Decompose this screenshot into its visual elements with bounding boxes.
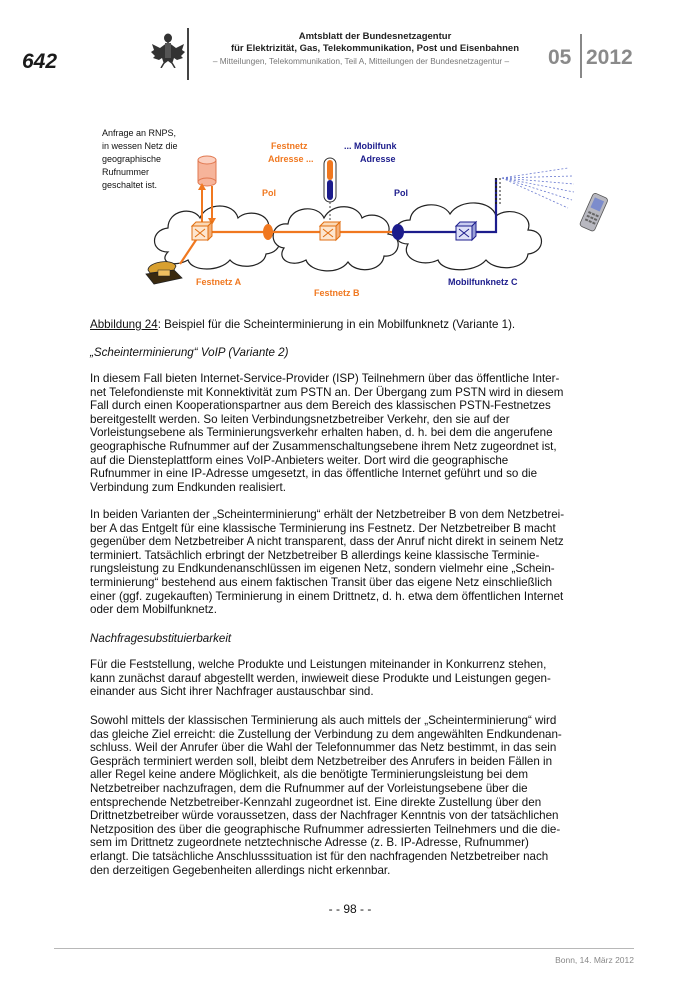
caption-text: : Beispiel für die Scheinterminierung in ein Mobilfunknetz (Variante 1). xyxy=(157,318,516,331)
page-number: 642 xyxy=(22,50,58,73)
rnps-note: Anfrage an RNPS, in wessen Netz die geographische Rufnummer geschaltet ist. xyxy=(102,128,178,190)
rnps-database-icon xyxy=(198,156,216,186)
page-marker: - - 98 - - xyxy=(328,902,372,916)
cloud-festnetz-a xyxy=(155,206,280,269)
text-line: entsprechende Netzbetreiber-Kennzahl zugeordnet ist. Eine direkte Zustellung über den xyxy=(90,795,542,809)
text-line: Rufnummer in eine IP-Adresse umgesetzt, in das öffentliche Internet geführt und so die xyxy=(90,467,538,481)
header-divider xyxy=(187,28,189,80)
text-line: bereitgestellt werden. So leiten Verbindungsnetzbetreiber Verkehr, den sie auf der xyxy=(90,412,510,426)
text-line: Netzposition des über die geographische Rufnummer adressierten Teilnehmers und die die- xyxy=(90,822,561,836)
mobile-phone-icon xyxy=(579,192,608,231)
scheinterminierung-diagram xyxy=(88,122,648,312)
text-line: ber A das Entgelt für eine klassische Terminierung ins Festnetz. Der Netzbetreiber B macht xyxy=(90,521,556,535)
text-line: einander aus Sicht ihrer Nachfrager austauschbar sind. xyxy=(90,685,374,699)
issue-divider xyxy=(580,34,582,78)
header-title-line1: Amtsblatt der Bundesnetzagentur xyxy=(298,31,452,42)
text-line: net Telefondienste mit Konnektivität zum PSTN an. Der Übergang zum PSTN wird in diesem xyxy=(90,385,564,399)
text-line: rungsleistung zu Endkundenanschlüssen im eigenen Netz, sondern vielmehr eine „Schein- xyxy=(90,562,555,576)
label-pol-right: Pol xyxy=(394,188,409,198)
header-title xyxy=(205,31,545,55)
issue-year: 2012 xyxy=(586,46,633,69)
text-line: schluss. Weil der Anrufer über die Wahl der Telefonnummer das Netz bestimmt, in das sein xyxy=(90,741,557,755)
switch-c-icon xyxy=(456,222,476,240)
switch-b-icon xyxy=(320,222,340,240)
text-line: erlangt. Die tatsächliche Anschlusssituation ist für den nachfragenden Netzbetreiber nach xyxy=(90,849,549,863)
text-line: Drittnetzbetreiber würde voraussetzen, dass der Nachfrager Kenntnis von der tatsächlichen xyxy=(90,809,559,823)
pol-marker-left xyxy=(263,224,273,240)
paragraph-4 xyxy=(90,714,578,877)
text-line: terminiert. Tatsächlich erbringt der Netzbetreiber B allerdings keine klassische Terminie- xyxy=(90,548,540,562)
text-line: Netzbetreiber nachzufragen, dem die Rufnummer auf der Vorleistungsebene über die xyxy=(90,781,528,795)
footer-divider xyxy=(54,948,634,949)
desk-phone-icon xyxy=(146,262,182,284)
switch-a-icon xyxy=(192,222,212,240)
text-line: Vorleistungsebene als Terminierungsverkehr erhalten haben, d. h. bei dem die angerufene xyxy=(90,426,553,440)
text-line: In beiden Varianten der „Scheinterminierung“ erhält der Netzbetreiber B von dem Netzbetrei- xyxy=(90,508,565,521)
header-subtitle: – Mitteilungen, Telekommunikation, Teil A, Mitteilungen der Bundesnetzagentur – xyxy=(212,56,510,66)
text-line: oder dem Mobilfunknetz. xyxy=(90,603,217,617)
label-festnetz-a: Festnetz A xyxy=(196,277,242,287)
text-line: sem im Drittnetz zugeordnete netztechnische Adresse (z. B. IP-Adresse, Rufnummer) xyxy=(90,836,529,850)
text-line: Verbindung zum Endkunden realisiert. xyxy=(90,480,286,494)
paragraph-1 xyxy=(90,372,578,494)
text-line: In diesem Fall bieten Internet-Service-Provider (ISP) Teilnehmern über das öffentliche Inter- xyxy=(90,372,560,385)
text-line: auf die Diensteplattform eines VoIP-Anbieters weiter. Dort wird die geographische xyxy=(90,453,509,467)
label-festnetz-adresse: Festnetz Adresse ... xyxy=(268,141,314,164)
pol-marker-right xyxy=(392,224,404,240)
header-title-line2: für Elektrizität, Gas, Telekommunikation, Post und Eisenbahnen xyxy=(230,43,520,54)
text-line: das gleiche Ziel erreicht: die Zustellung der Verbindung zu dem angewählten Endkundenan- xyxy=(90,727,562,741)
label-festnetz-b: Festnetz B xyxy=(314,288,360,298)
text-line: Sowohl mittels der klassischen Terminierung als auch mittels der „Scheinterminierung“ wird xyxy=(90,714,557,727)
paragraph-2 xyxy=(90,508,578,617)
issue-number: 05 xyxy=(548,46,572,69)
text-line: Gespräch terminiert werden soll, bleibt dem Netzbetreiber des Anrufers in beiden Fällen in xyxy=(90,754,553,768)
text-line: aller Regel keine andere Möglichkeit, als die benötigte Terminierungsleistung bei dem xyxy=(90,768,529,782)
paragraph-3 xyxy=(90,658,578,699)
section-heading-voip: „Scheinterminierung“ VoIP (Variante 2) xyxy=(90,346,289,359)
label-pol-left: Pol xyxy=(262,188,277,198)
address-converter-icon xyxy=(324,158,336,202)
text-line: einer (ggf. zugekauften) Terminierung in einem Drittnetz, d. h. etwa dem öffentlichen Internet xyxy=(90,589,564,603)
text-line: terminierung“ bestehend aus einem faktischen Transit über das eigene Netz einschließlich xyxy=(90,575,553,589)
text-line: Fall durch einen Kooperationspartner aus dem Bereich des klassischen PSTN-Festnetzes xyxy=(90,399,551,413)
text-line: den derzeitigen Gegebenheiten allerdings nicht erkennbar. xyxy=(90,863,391,877)
federal-eagle-logo xyxy=(150,30,186,68)
text-line: geographische Rufnummer auf der Zusammenschaltungsebene ihrem Netz zugeordnet ist, xyxy=(90,439,557,453)
radio-waves xyxy=(502,168,574,208)
text-line: kann zunächst darauf abgestellt werden, inwieweit diese Produkte und Leistungen gegen- xyxy=(90,671,551,685)
caption-label: Abbildung 24 xyxy=(90,318,158,331)
label-mobilfunk-adresse: ... Mobilfunk Adresse xyxy=(344,141,397,164)
figure-caption xyxy=(90,318,578,332)
text-line: Für die Feststellung, welche Produkte und Leistungen miteinander in Konkurrenz stehen, xyxy=(90,658,547,671)
label-mobilfunknetz-c: Mobilfunknetz C xyxy=(448,277,518,287)
section-heading-nachfrage: Nachfragesubstituierbarkeit xyxy=(90,632,232,645)
text-line: gegenüber dem Netzbetreiber A nicht transparent, dass der Anruf nicht direkt in seinem Netz xyxy=(90,535,564,549)
footer-date: Bonn, 14. März 2012 xyxy=(555,955,634,965)
